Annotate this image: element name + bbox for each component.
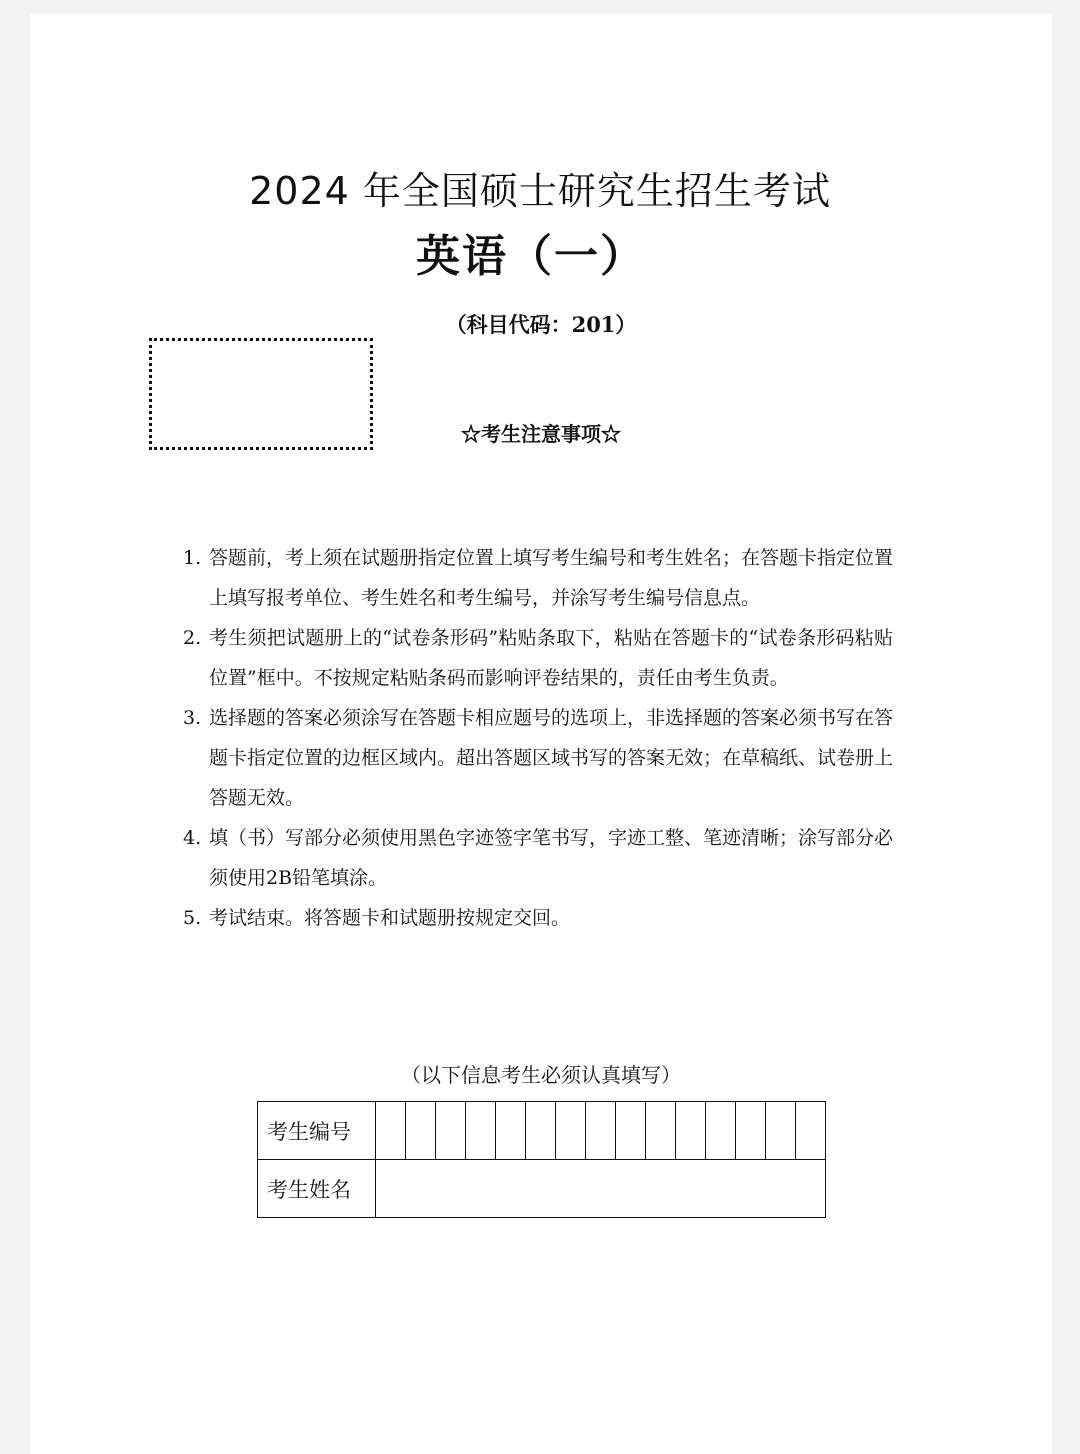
instruction-text: 填（书）写部分必须使用黑色字迹签字笔书写，字迹工整、笔迹清晰；涂写部分必须使用2B铅笔填涂。 <box>209 827 894 889</box>
candidate-id-digit-cell[interactable] <box>676 1102 706 1160</box>
instruction-item <box>183 538 893 618</box>
exam-subject: 英语（一） <box>416 231 646 282</box>
instruction-number: 4. <box>183 827 202 849</box>
candidate-id-digit-cell[interactable] <box>466 1102 496 1160</box>
candidate-id-digit-cell[interactable] <box>646 1102 676 1160</box>
instruction-item <box>183 618 893 698</box>
info-form-caption: （以下信息考生必须认真填写） <box>401 1063 681 1087</box>
candidate-id-row <box>258 1102 826 1160</box>
candidate-id-digit-cell[interactable] <box>496 1102 526 1160</box>
instruction-number: 5. <box>183 907 202 929</box>
candidate-info-table <box>257 1101 826 1218</box>
instruction-item <box>183 898 893 938</box>
instruction-number: 2. <box>183 627 202 649</box>
instruction-number: 1. <box>183 547 202 569</box>
candidate-name-label: 考生姓名 <box>258 1160 376 1218</box>
candidate-name-field[interactable] <box>376 1160 826 1218</box>
candidate-id-digit-cell[interactable] <box>556 1102 586 1160</box>
candidate-id-label: 考生编号 <box>258 1102 376 1160</box>
instruction-list <box>183 538 893 938</box>
instruction-text: 考生须把试题册上的“试卷条形码”粘贴条取下，粘贴在答题卡的“试卷条形码粘贴位置”框中。不按规定粘贴条码而影响评卷结果的，责任由考生负责。 <box>209 627 893 689</box>
instruction-text: 考试结束。将答题卡和试题册按规定交回。 <box>209 907 571 929</box>
subject-code: （科目代码：201） <box>445 312 637 337</box>
candidate-id-digit-cell[interactable] <box>766 1102 796 1160</box>
notice-heading: ☆考生注意事项☆ <box>461 422 621 446</box>
candidate-id-digit-cell[interactable] <box>736 1102 766 1160</box>
instruction-text: 选择题的答案必须涂写在答题卡相应题号的选项上，非选择题的答案必须书写在答题卡指定位置的边框区域内。超出答题区域书写的答案无效；在草稿纸、试卷册上答题无效。 <box>209 707 894 809</box>
candidate-id-digit-cell[interactable] <box>796 1102 826 1160</box>
candidate-id-digit-cell[interactable] <box>616 1102 646 1160</box>
exam-title: 2024 年全国硕士研究生招生考试 <box>249 169 831 213</box>
candidate-name-row <box>258 1160 826 1218</box>
instruction-item <box>183 698 893 818</box>
candidate-id-digit-cell[interactable] <box>526 1102 556 1160</box>
candidate-id-digit-cell[interactable] <box>376 1102 406 1160</box>
candidate-id-digit-cell[interactable] <box>706 1102 736 1160</box>
instruction-item <box>183 818 893 898</box>
instruction-number: 3. <box>183 707 202 729</box>
candidate-id-digit-cell[interactable] <box>436 1102 466 1160</box>
candidate-id-digit-cell[interactable] <box>406 1102 436 1160</box>
instruction-text: 答题前，考上须在试题册指定位置上填写考生编号和考生姓名；在答题卡指定位置上填写报考单位、考生姓名和考生编号，并涂写考生编号信息点。 <box>209 547 894 609</box>
candidate-id-digit-cell[interactable] <box>586 1102 616 1160</box>
